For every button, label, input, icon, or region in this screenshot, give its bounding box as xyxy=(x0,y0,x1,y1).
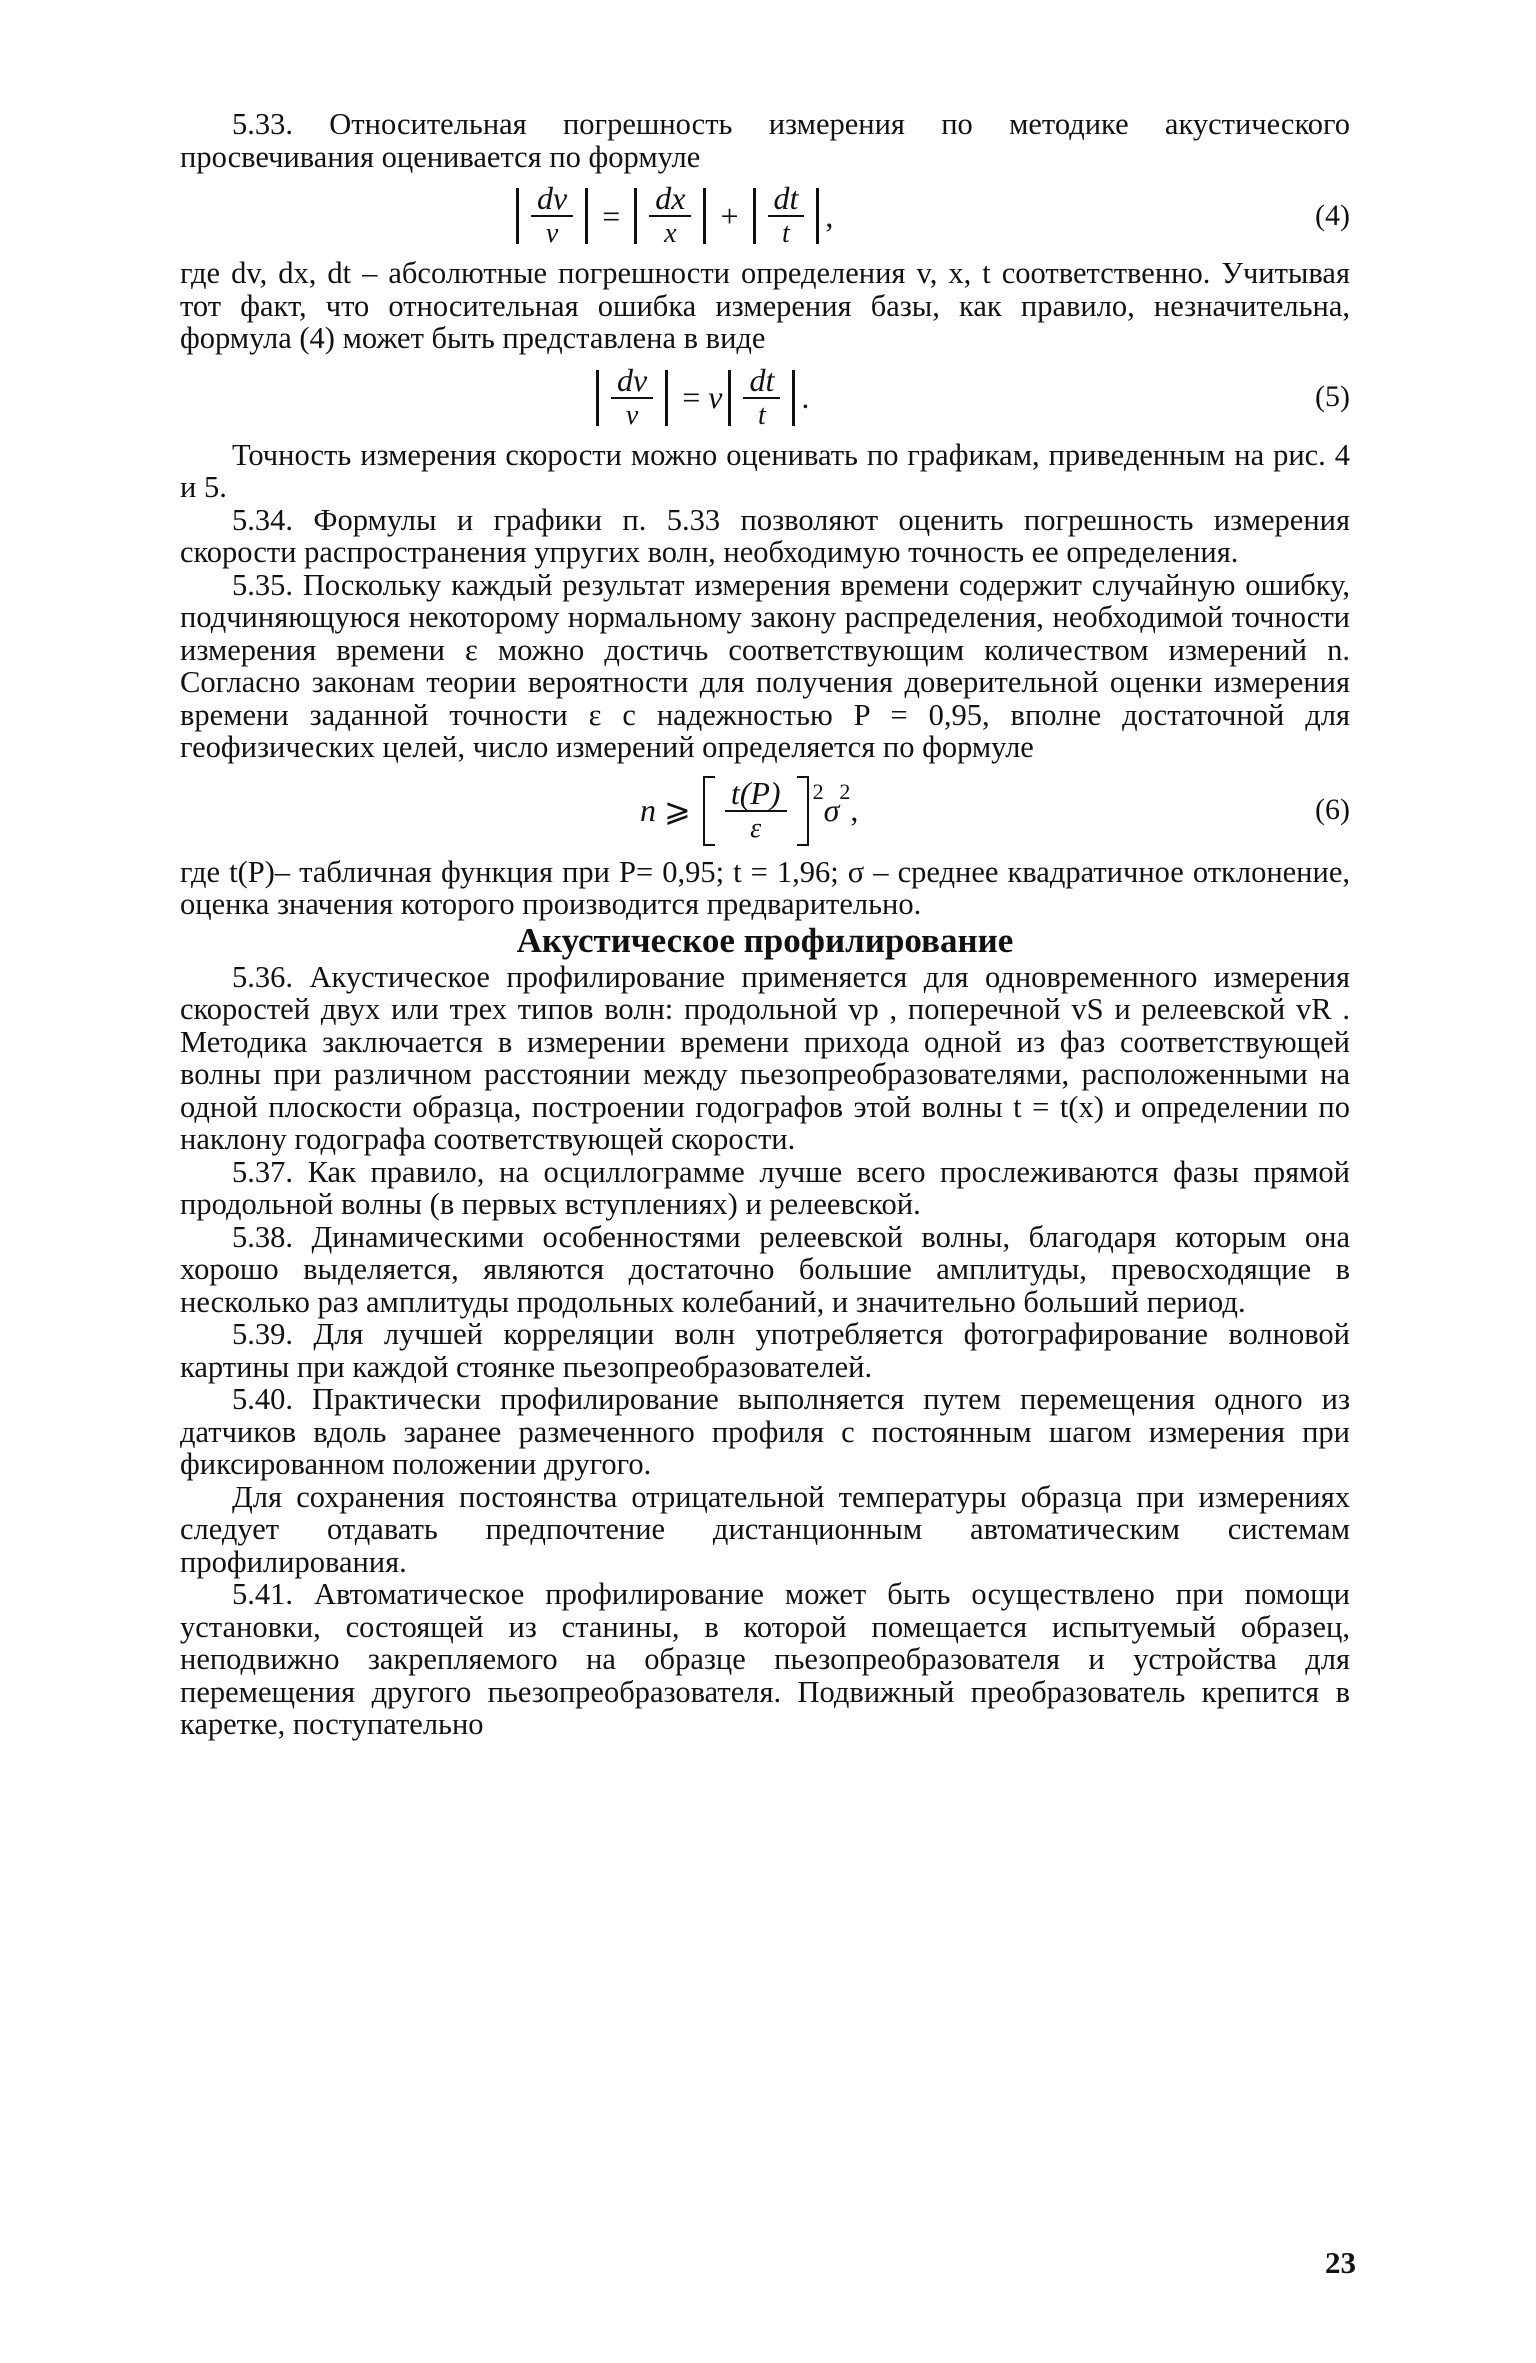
f4-v: v xyxy=(545,218,559,249)
text-column xyxy=(180,108,1350,1741)
equation-number-4: (4) xyxy=(1315,198,1350,232)
paragraph-5-38: 5.38. Динамическими особенностями релеевской волны, благодаря которым она хорошо выделяется, являются достаточно большие амплитуды, превосходящие в несколько раз амплитуды продольных колебаний, и значительно больший период. xyxy=(180,1219,1350,1319)
paragraph-5-41: 5.41. Автоматическое профилирование может быть осуществлено при помощи установки, состоящей из станины, в которой помещается испытуемый образец, неподвижно закрепляемого на образце пьезопреобразователя и устройства для перемещения другого пьезопреобразователя. Подвижный преобразователь крепится в каретке, поступательно xyxy=(180,1577,1350,1741)
f5-t: t xyxy=(758,399,766,431)
f6-sigma: σ xyxy=(823,792,840,829)
f6-n: n xyxy=(640,792,656,829)
paragraph-5-40: 5.40. Практически профилирование выполняется путем перемещения одного из датчиков вдоль заранее размеченного профиля с постоянным шагом измерения при фиксированном положении другого. xyxy=(180,1382,1350,1481)
f4-dt: dt xyxy=(768,181,805,217)
paragraph-5-35: 5.35. Поскольку каждый результат измерения времени содержит случайную ошибку, подчиняющуюся некоторому нормальному закону распределения, необходимой точности измерения времени ε можно достичь соответствующим количеством измерений n. Согласно законам теории вероятности для получения доверительной оценки измерения времени заданной точности ε с надежностью P = 0,95, вполне достаточной для геофизических целей, число измерений определяется по формуле xyxy=(180,567,1350,764)
paragraph-5-34: 5.34. Формулы и графики п. 5.33 позволяют оценить погрешность измерения скорости распространения упругих волн, необходимую точность ее определения. xyxy=(180,502,1350,569)
f5-dt: dt xyxy=(743,363,780,399)
paragraph-5-39: 5.39. Для лучшей корреляции волн употребляется фотографирование волновой картины при каждой стоянке пьезопреобразователей. xyxy=(180,1317,1350,1384)
paragraph-5-33: 5.33. Относительная погрешность измерения по методике акустического просвечивания оценивается по формуле xyxy=(180,107,1350,174)
paragraph-where-2: где t(P)– табличная функция при P= 0,95; t = 1,96; σ – среднее квадратичное отклонение, оценка значения которого производится предварительно. xyxy=(180,854,1350,921)
f4-t: t xyxy=(782,218,790,249)
paragraph-5-36: 5.36. Акустическое профилирование применяется для одновременного измерения скоростей двух или трех типов волн: продольной vp , поперечной vS и релеевской vR . Методика заключается в измерении времени прихода одной из фаз соответствующей волны при различном расстоянии между пьезопреобразователями, расположенными на одной плоскости образца, построении годографов этой волны t = t(x) и определении по наклону годографа соответствующей скорости. xyxy=(180,959,1350,1156)
f4-eq: = xyxy=(602,197,621,234)
paragraph-5-37: 5.37. Как правило, на осциллограмме лучше всего прослеживаются фазы прямой продольной волны (в первых вступлениях) и релеевской. xyxy=(180,1154,1350,1221)
page-number: 23 xyxy=(1325,2245,1356,2280)
f5-coef: v xyxy=(708,379,723,416)
f6-pow: 2 xyxy=(812,779,824,805)
f4-dx: dx xyxy=(649,181,691,217)
f5-v: v xyxy=(625,399,639,431)
paragraph-temperature: Для сохранения постоянства отрицательной температуры образца при измерениях следует отдавать предпочтение дистанционным автоматическим системам профилирования. xyxy=(180,1479,1350,1579)
f6-pow2: 2 xyxy=(839,779,851,805)
formula-5 xyxy=(180,359,1350,437)
f4-plus: + xyxy=(720,197,739,234)
equation-number-5: (5) xyxy=(1315,380,1350,414)
formula-6 xyxy=(180,768,1350,854)
f5-eq: = xyxy=(682,379,701,416)
paragraph-where-1: где dv, dx, dt – абсолютные погрешности определения v, x, t соответственно. Учитывая тот факт, что относительная ошибка измерения базы, как правило, незначительна, формула (4) может быть представлена в виде xyxy=(180,256,1350,355)
f6-tp: t(P) xyxy=(725,776,787,812)
f6-ge: ⩾ xyxy=(664,792,691,829)
f4-dv: dv xyxy=(531,181,573,217)
paragraph-accuracy: Точность измерения скорости можно оценивать по графикам, приведенным на рис. 4 и 5. xyxy=(180,437,1350,504)
f5-dv: dv xyxy=(611,363,653,399)
section-heading: Акустическое профилирование xyxy=(516,920,1014,960)
f6-eps: ε xyxy=(750,812,762,844)
f5-dot: . xyxy=(801,379,810,416)
equation-number-6: (6) xyxy=(1315,793,1350,827)
formula-4 xyxy=(180,177,1350,255)
f4-comma: , xyxy=(825,197,834,234)
f4-x: x xyxy=(664,218,677,249)
f6-comma: , xyxy=(850,792,859,829)
